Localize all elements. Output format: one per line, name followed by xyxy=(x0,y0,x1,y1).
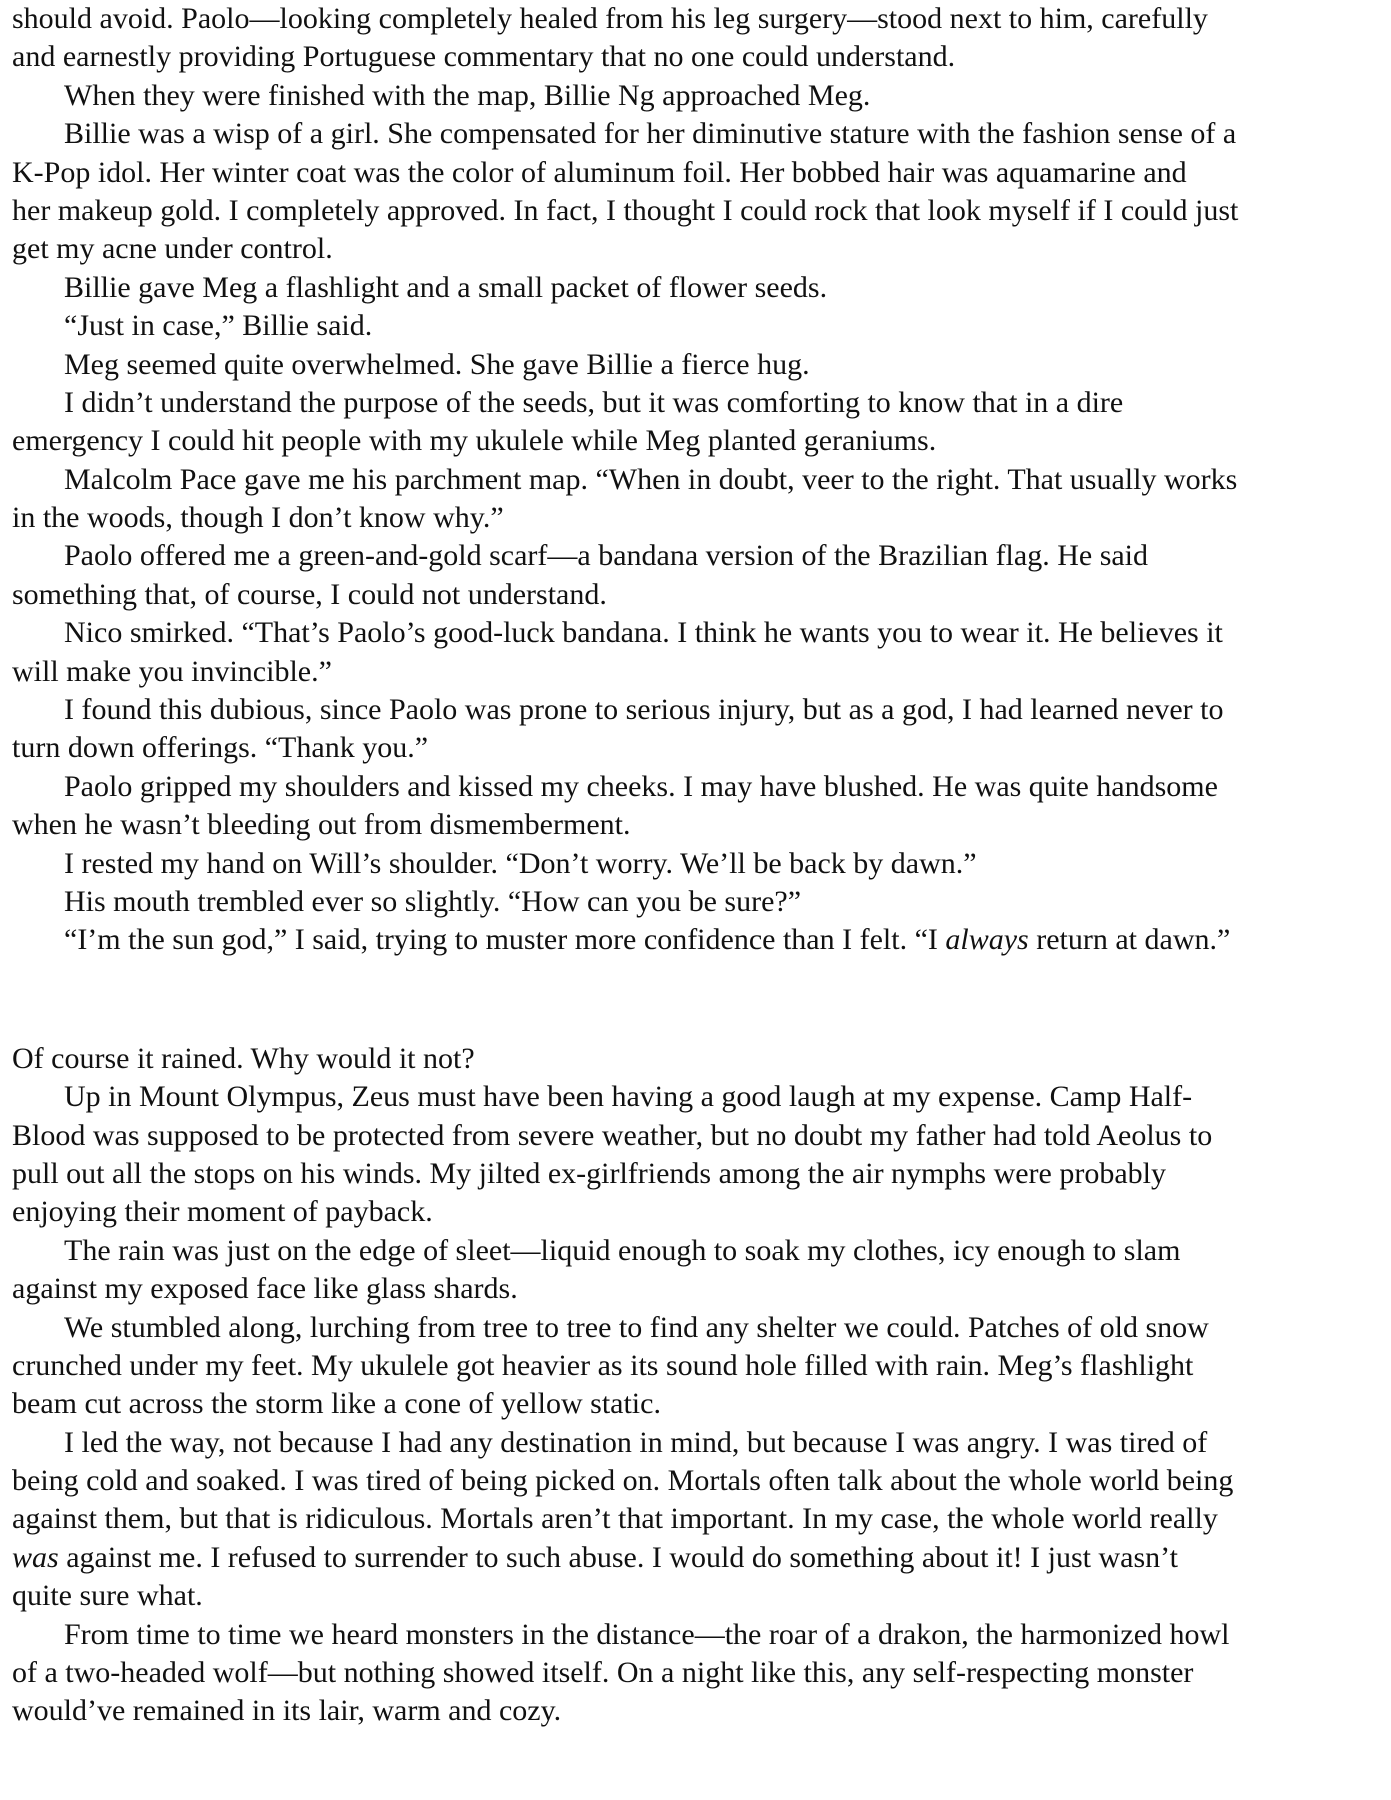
text-line: I didn’t understand the purpose of the seeds, but it was comforting to know that in a dire xyxy=(64,385,1124,419)
text-line: K-Pop idol. Her winter coat was the color of aluminum foil. Her bobbed hair was aquamarine and xyxy=(12,155,1187,189)
paragraph xyxy=(12,1040,1387,1078)
paragraph xyxy=(12,115,1387,269)
text-line: would’ve remained in its lair, warm and cozy. xyxy=(12,1694,562,1728)
text-line: in the woods, though I don’t know why.” xyxy=(12,501,504,535)
text-line: and earnestly providing Portuguese commentary that no one could understand. xyxy=(12,40,956,74)
book-page xyxy=(12,0,1387,1731)
text-line: when he wasn’t bleeding out from dismemberment. xyxy=(12,808,631,842)
text-line: Paolo gripped my shoulders and kissed my cheeks. I may have blushed. He was quite handsome xyxy=(64,769,1218,803)
paragraph xyxy=(12,384,1387,461)
text-line: emergency I could hit people with my ukulele while Meg planted geraniums. xyxy=(12,424,937,458)
text-line: I found this dubious, since Paolo was prone to serious injury, but as a god, I had learned never to xyxy=(64,693,1224,727)
paragraph xyxy=(12,768,1387,845)
paragraph xyxy=(12,1616,1387,1731)
text-line: Up in Mount Olympus, Zeus must have been having a good laugh at my expense. Camp Half- xyxy=(64,1080,1193,1114)
paragraph xyxy=(12,1078,1387,1232)
paragraph xyxy=(12,614,1387,691)
paragraph xyxy=(12,0,1387,77)
text-line: When they were finished with the map, Billie Ng approached Meg. xyxy=(64,78,871,112)
paragraph xyxy=(12,269,1387,307)
text-line: We stumbled along, lurching from tree to tree to find any shelter we could. Patches of old snow xyxy=(64,1310,1209,1344)
text-line: “Just in case,” Billie said. xyxy=(64,309,373,343)
italic-text: was xyxy=(12,1540,59,1574)
paragraph xyxy=(12,1232,1387,1309)
paragraph xyxy=(12,1309,1387,1424)
paragraph xyxy=(12,691,1387,768)
text-line xyxy=(12,1539,1387,1577)
text-line: His mouth trembled ever so slightly. “How can you be sure?” xyxy=(64,884,802,918)
text-line: get my acne under control. xyxy=(12,232,333,266)
section xyxy=(12,1040,1387,1731)
text-line: turn down offerings. “Thank you.” xyxy=(12,731,429,765)
paragraph xyxy=(12,461,1387,538)
text-segment: against me. I refused to surrender to such abuse. I would do something about it! I just wasn’t xyxy=(58,1540,1178,1574)
paragraph xyxy=(12,307,1387,345)
italic-text: always xyxy=(945,923,1029,957)
text-line: Blood was supposed to be protected from severe weather, but no doubt my father had told Aeolus to xyxy=(12,1118,1213,1152)
text-line: From time to time we heard monsters in the distance—the roar of a drakon, the harmonized howl xyxy=(64,1617,1230,1651)
text-line: should avoid. Paolo—looking completely healed from his leg surgery—stood next to him, carefully xyxy=(12,2,1208,35)
text-line: pull out all the stops on his winds. My jilted ex-girlfriends among the air nymphs were probably xyxy=(12,1156,1166,1190)
text-line: Billie gave Meg a flashlight and a small packet of flower seeds. xyxy=(64,270,828,304)
text-segment: “I’m the sun god,” I said, trying to muster more confidence than I felt. “I xyxy=(64,923,946,957)
text-line: Of course it rained. Why would it not? xyxy=(12,1041,475,1075)
text-line: Malcolm Pace gave me his parchment map. “When in doubt, veer to the right. That usually works xyxy=(64,462,1238,496)
text-line: will make you invincible.” xyxy=(12,654,332,688)
text-line: I led the way, not because I had any destination in mind, but because I was angry. I was tired of xyxy=(64,1425,1208,1459)
section xyxy=(12,0,1387,960)
text-segment: return at dawn.” xyxy=(1028,923,1231,957)
text-line: Nico smirked. “That’s Paolo’s good-luck bandana. I think he wants you to wear it. He believes it xyxy=(64,616,1223,650)
paragraph xyxy=(12,1424,1387,1616)
text-line: I rested my hand on Will’s shoulder. “Don’t worry. We’ll be back by dawn.” xyxy=(64,846,977,880)
paragraph xyxy=(12,921,1387,959)
text-line: The rain was just on the edge of sleet—liquid enough to soak my clothes, icy enough to slam xyxy=(64,1233,1181,1267)
text-line: Billie was a wisp of a girl. She compensated for her diminutive stature with the fashion sense of a xyxy=(64,117,1237,151)
text-line: against my exposed face like glass shards. xyxy=(12,1272,518,1306)
text-line: Paolo offered me a green-and-gold scarf—a bandana version of the Brazilian flag. He said xyxy=(64,539,1149,573)
text-line: crunched under my feet. My ukulele got heavier as its sound hole filled with rain. Meg’s flashlight xyxy=(12,1348,1194,1382)
text-line: Meg seemed quite overwhelmed. She gave Billie a fierce hug. xyxy=(64,347,810,381)
paragraph xyxy=(12,537,1387,614)
text-line: quite sure what. xyxy=(12,1579,203,1613)
paragraph xyxy=(12,346,1387,384)
paragraph xyxy=(12,883,1387,921)
text-line: of a two-headed wolf—but nothing showed itself. On a night like this, any self-respecting monster xyxy=(12,1656,1194,1690)
text-line: being cold and soaked. I was tired of being picked on. Mortals often talk about the whole world being xyxy=(12,1464,1234,1498)
paragraph xyxy=(12,77,1387,115)
text-line: against them, but that is ridiculous. Mortals aren’t that important. In my case, the whole world really xyxy=(12,1502,1218,1536)
text-line: beam cut across the storm like a cone of yellow static. xyxy=(12,1387,661,1421)
text-line: something that, of course, I could not understand. xyxy=(12,577,607,611)
text-line: enjoying their moment of payback. xyxy=(12,1195,433,1229)
text-line: her makeup gold. I completely approved. In fact, I thought I could rock that look myself if I could just xyxy=(12,193,1239,227)
text-line xyxy=(12,921,1387,959)
scene-break xyxy=(12,960,1387,1040)
paragraph xyxy=(12,845,1387,883)
